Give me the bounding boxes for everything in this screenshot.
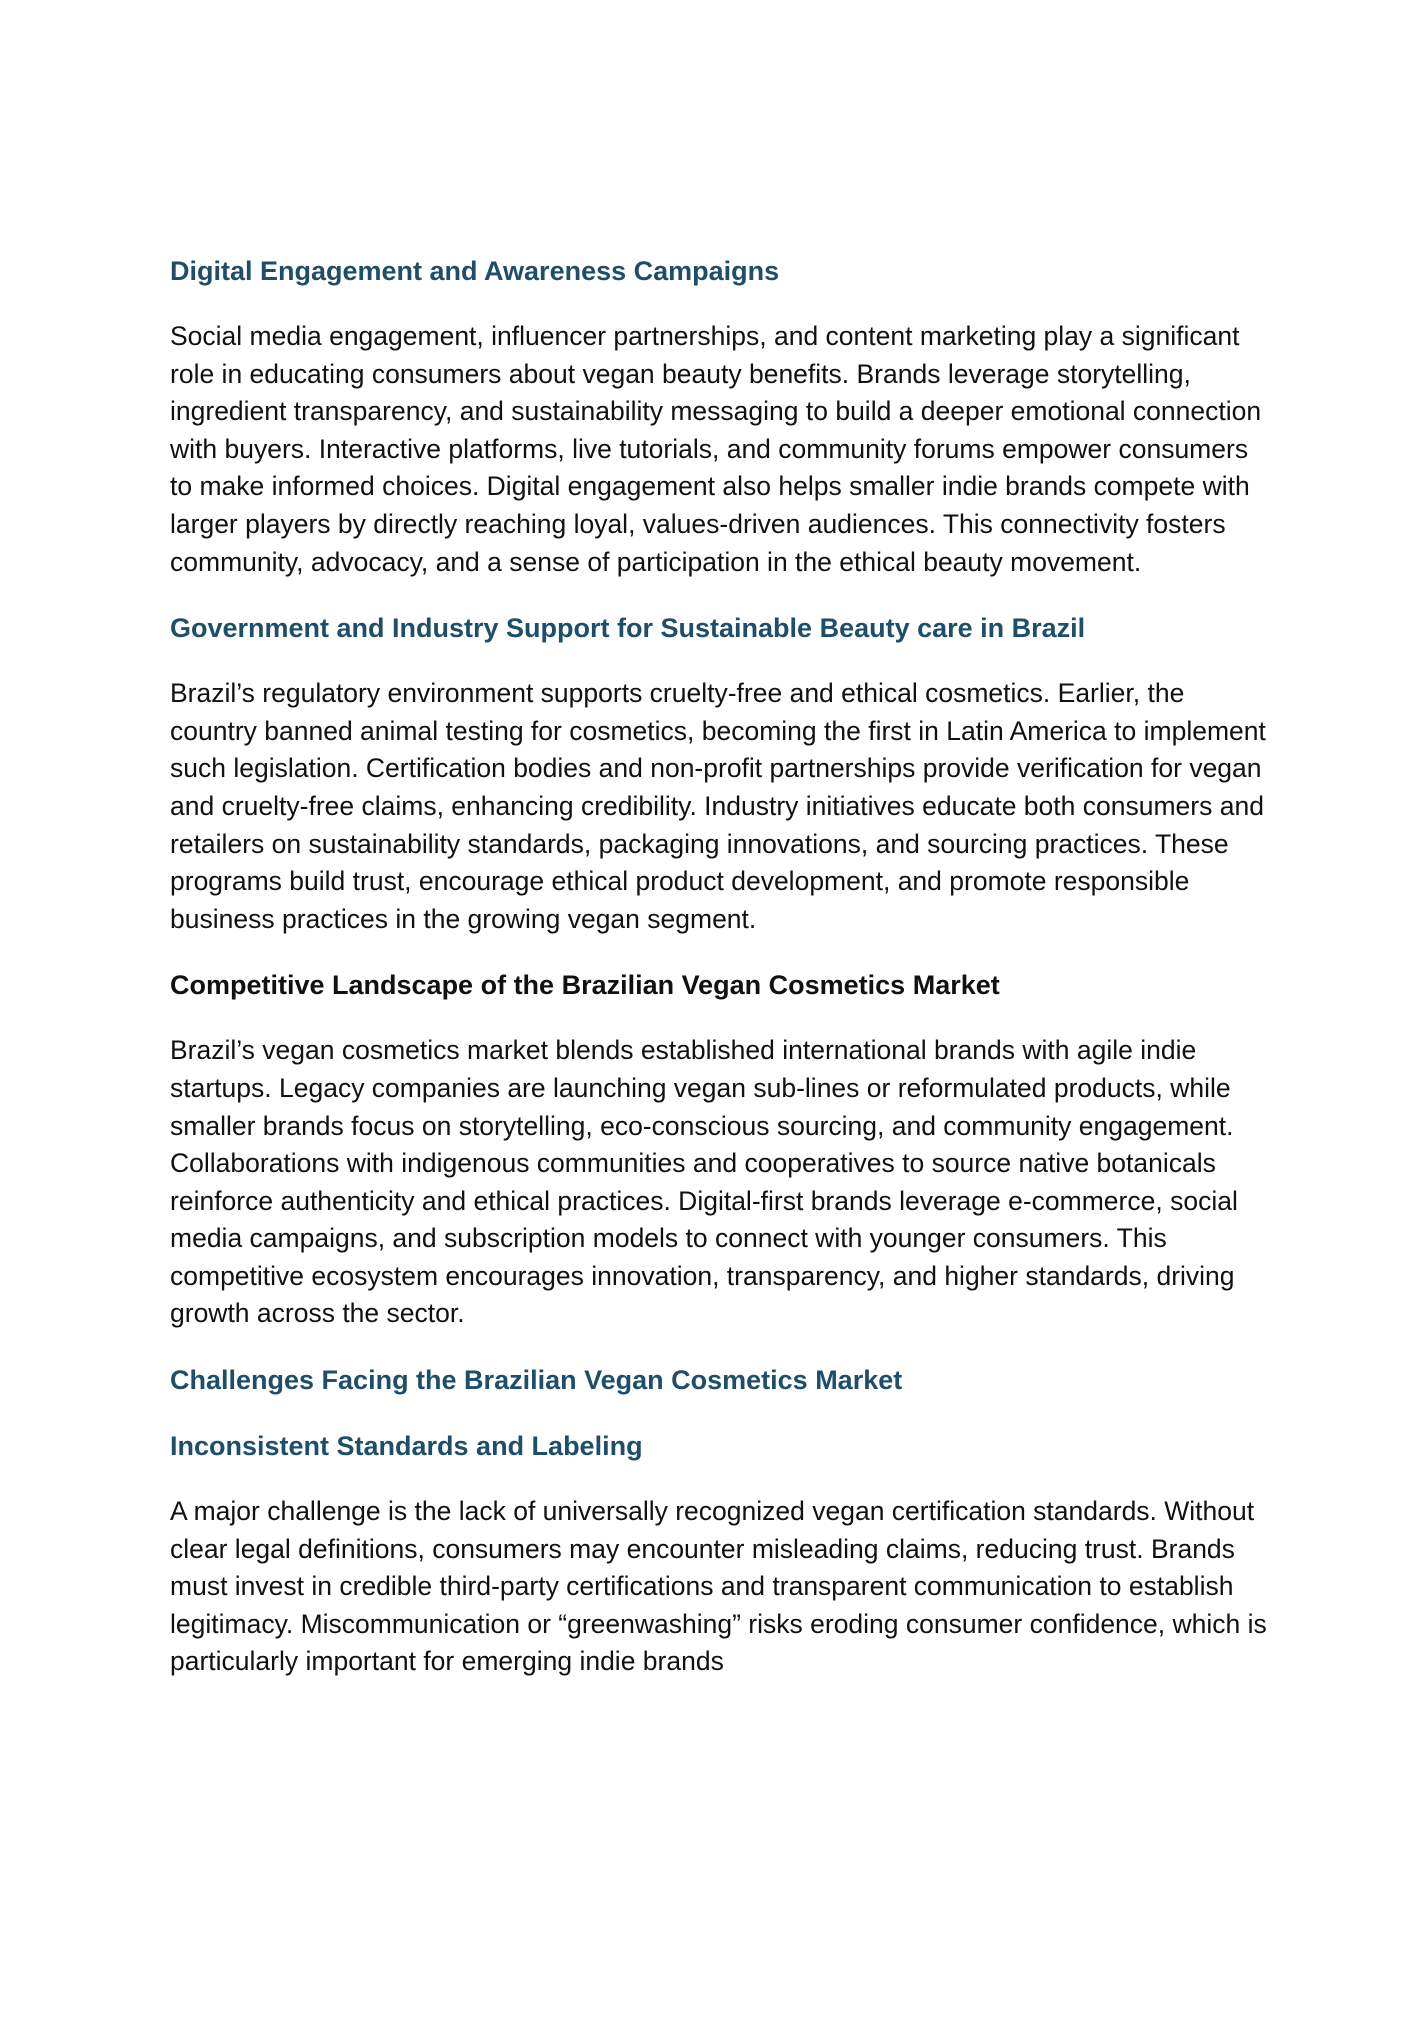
section-paragraph-government-support: Brazil’s regulatory environment supports cruelty-free and ethical cosmetics. Earlier, the country banned animal testing for cosmetics, becoming the first in Latin America to implement such legislation. Certification bodies and non-profit partnerships provide verification for vegan and cruelty-free claims, enhancing credibility. Industry initiatives educate both consumers and retailers on sustainability standards, packaging innovations, and sourcing practices. These programs build trust, encourage ethical product development, and promote responsible business practices in the growing vegan segment. [170, 678, 1266, 934]
section-paragraph-inconsistent-standards: A major challenge is the lack of universally recognized vegan certification standards. Without clear legal definitions, consumers may encounter misleading claims, reducing trust. Brands must invest in credible third-party certifications and transparent communication to establish legitimacy. Miscommunication or “greenwashing” risks eroding consumer confidence, which is particularly important for emerging indie brands [170, 1496, 1267, 1677]
section-paragraph-competitive-landscape: Brazil’s vegan cosmetics market blends established international brands with agile indie startups. Legacy companies are launching vegan sub-lines or reformulated products, while smaller brands focus on storytelling, eco-conscious sourcing, and community engagement. Collaborations with indigenous communities and cooperatives to source native botanicals reinforce authenticity and ethical practices. Digital-first brands leverage e-commerce, social media campaigns, and subscription models to connect with younger consumers. This competitive ecosystem encourages innovation, transparency, and higher standards, driving growth across the sector. [170, 1035, 1238, 1329]
section-paragraph-digital-engagement: Social media engagement, influencer partnerships, and content marketing play a significant role in educating consumers about vegan beauty benefits. Brands leverage storytelling, ingredient transparency, and sustainability messaging to build a deeper emotional connection with buyers. Interactive platforms, live tutorials, and community forums empower consumers to make informed choices. Digital engagement also helps smaller indie brands compete with larger players by directly reaching loyal, values-driven audiences. This connectivity fosters community, advocacy, and a sense of participation in the ethical beauty movement. [170, 321, 1262, 577]
section-heading-competitive-landscape: Competitive Landscape of the Brazilian Vegan Cosmetics Market [170, 970, 1000, 1001]
document-content [170, 252, 1270, 1709]
section-heading-challenges: Challenges Facing the Brazilian Vegan Cosmetics Market [170, 1365, 903, 1396]
section-heading-digital-engagement: Digital Engagement and Awareness Campaigns [170, 256, 780, 286]
section-heading-government-support: Government and Industry Support for Sustainable Beauty care in Brazil [170, 613, 1086, 644]
section-heading-inconsistent-standards: Inconsistent Standards and Labeling [170, 1431, 643, 1462]
